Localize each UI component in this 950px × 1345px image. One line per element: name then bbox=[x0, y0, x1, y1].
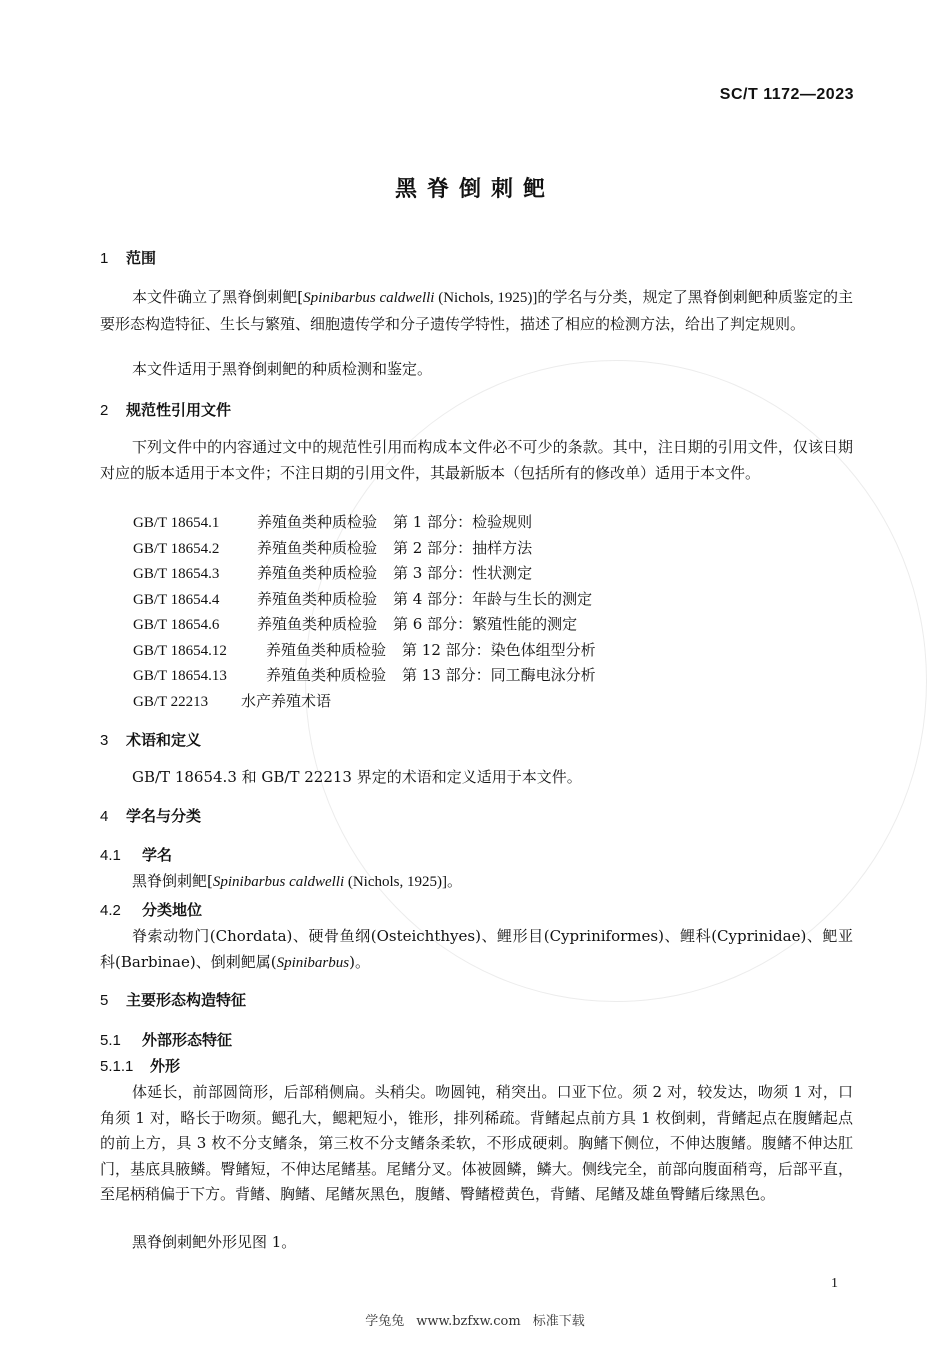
section-title: 分类地位 bbox=[142, 901, 203, 919]
scope-paragraph: 本文件确立了黑脊倒刺鲃[Spinibarbus caldwelli (Nichols, 1925)]的学名与分类，规定了黑脊倒刺鲃种质鉴定的主要形态构造特征、生长与繁殖、细胞遗传学和分子遗传学特性，描述了相应的检测方法，给出了判定规则。 bbox=[100, 288, 854, 333]
section-number: 4.1 bbox=[100, 847, 121, 864]
standard-code: SC/T 1172—2023 bbox=[719, 86, 854, 103]
reference-title: 养殖鱼类种质检验 bbox=[257, 538, 378, 557]
reference-part: 第 12 部分：染色体组型分析 bbox=[402, 640, 596, 659]
reference-title: 养殖鱼类种质检验 bbox=[266, 666, 387, 684]
section-number: 5.1.1 bbox=[100, 1058, 134, 1075]
latin-name: Spinibarbus caldwelli bbox=[303, 290, 435, 306]
reference-title: 养殖鱼类种质检验 bbox=[257, 513, 378, 531]
section-title: 学名 bbox=[142, 846, 173, 864]
section-4-heading bbox=[100, 805, 201, 826]
scientific-name-paragraph: 黑脊倒刺鲃[Spinibarbus caldwelli (Nichols, 1925)]。 bbox=[132, 872, 463, 890]
reference-item bbox=[133, 639, 596, 660]
section-number: 5 bbox=[100, 992, 109, 1009]
section-5-1-1-heading bbox=[100, 1055, 180, 1076]
reference-part: 第 4 部分：年龄与生长的测定 bbox=[393, 589, 593, 608]
reference-title: 养殖鱼类种质检验 bbox=[257, 615, 378, 633]
reference-code: GB/T 18654.12 bbox=[133, 642, 227, 659]
section-number: 4 bbox=[100, 808, 109, 825]
reference-part: 第 6 部分：繁殖性能的测定 bbox=[393, 615, 578, 633]
section-4-1-heading bbox=[100, 844, 172, 865]
section-5-1-heading bbox=[100, 1029, 232, 1050]
reference-item bbox=[133, 562, 532, 583]
reference-code: GB/T 18654.6 bbox=[133, 617, 220, 633]
figure-reference: 黑脊倒刺鲃外形见图 1。 bbox=[132, 1233, 297, 1251]
section-title: 外形 bbox=[150, 1057, 181, 1075]
section-title: 主要形态构造特征 bbox=[126, 991, 247, 1009]
references-intro: 下列文件中的内容通过文中的规范性引用而构成本文件必不可少的条款。其中，注日期的引用文件，仅该日期对应的版本适用于本文件；不注日期的引用文件，其最新版本（包括所有的修改单）适用于本文件。 bbox=[100, 438, 853, 482]
footer-site-name: 学兔兔 bbox=[365, 1314, 405, 1329]
section-5-heading bbox=[100, 989, 246, 1010]
appearance-paragraph: 体延长，前部圆筒形，后部稍侧扁。头稍尖。吻圆钝，稍突出。口亚下位。须 2 对，较发达，吻须 1 对，口角须 1 对，略长于吻须。鳃孔大，鳃耙短小，锥形，排列稀疏。背鳍起点前方具 1 枚倒刺，背鳍起点在腹鳍起点的前上方，具 3 枚不分支鳍条，第三枚不分支鳍条柔软，不形成硬刺。胸鳍下侧位，不伸达腹鳍。腹鳍不伸达肛门，基底具腋鳞。臀鳍短，不伸达尾鳍基。尾鳍分叉。体被圆鳞，鳞大。侧线完全，前部向腹面稍弯，后部平直，至尾柄稍偏于下方。背鳍、胸鳍、尾鳍灰黑色，腹鳍、臀鳍橙黄色，背鳍、尾鳍及雄鱼臀鳍后缘黑色。 bbox=[100, 1083, 853, 1203]
reference-title: 养殖鱼类种质检验 bbox=[257, 564, 378, 582]
reference-code: GB/T 22213 bbox=[133, 693, 209, 710]
reference-title: 水产养殖术语 bbox=[241, 691, 332, 710]
section-title: 学名与分类 bbox=[126, 807, 202, 825]
reference-item bbox=[133, 511, 532, 532]
page-number: 1 bbox=[831, 1276, 838, 1291]
section-title: 术语和定义 bbox=[126, 731, 202, 749]
reference-code: GB/T 18654.13 bbox=[133, 668, 227, 684]
latin-genus: Spinibarbus bbox=[276, 954, 350, 971]
section-number: 4.2 bbox=[100, 902, 121, 919]
reference-part: 第 3 部分：性状测定 bbox=[393, 564, 533, 582]
terms-paragraph: GB/T 18654.3 和 GB/T 22213 界定的术语和定义适用于本文件。 bbox=[132, 768, 582, 786]
reference-code: GB/T 18654.3 bbox=[133, 566, 220, 582]
footer-url[interactable]: www.bzfxw.com bbox=[416, 1314, 521, 1329]
section-number: 3 bbox=[100, 732, 109, 749]
reference-item bbox=[133, 664, 596, 685]
footer bbox=[0, 1310, 950, 1329]
reference-part: 第 2 部分：抽样方法 bbox=[393, 538, 533, 557]
section-1-heading bbox=[100, 247, 156, 268]
scope-applicability: 本文件适用于黑脊倒刺鲃的种质检测和鉴定。 bbox=[132, 360, 433, 378]
reference-item bbox=[133, 690, 331, 711]
reference-part: 第 1 部分：检验规则 bbox=[393, 513, 533, 531]
section-number: 1 bbox=[100, 250, 109, 267]
section-title: 规范性引用文件 bbox=[126, 401, 232, 419]
section-2-heading bbox=[100, 399, 231, 420]
reference-item bbox=[133, 537, 532, 558]
reference-code: GB/T 18654.1 bbox=[133, 515, 220, 531]
section-number: 2 bbox=[100, 402, 109, 419]
footer-tagline: 标准下载 bbox=[532, 1314, 585, 1329]
reference-item bbox=[133, 588, 592, 609]
latin-name: Spinibarbus caldwelli bbox=[212, 874, 345, 890]
section-3-heading bbox=[100, 729, 201, 750]
section-title: 范围 bbox=[126, 249, 157, 267]
classification-paragraph: 脊索动物门(Chordata)、硬骨鱼纲(Osteichthyes)、鲤形目(Cypriniformes)、鲤科(Cyprinidae)、鲃亚科(Barbinae)、倒刺鲃属(Spinibarbus)。 bbox=[100, 927, 853, 971]
reference-part: 第 13 部分：同工酶电泳分析 bbox=[402, 666, 596, 684]
reference-title: 养殖鱼类种质检验 bbox=[266, 640, 387, 659]
section-4-2-heading bbox=[100, 899, 202, 920]
reference-title: 养殖鱼类种质检验 bbox=[257, 589, 378, 608]
document-title: 黑脊倒刺鲃 bbox=[394, 177, 555, 202]
section-number: 5.1 bbox=[100, 1032, 121, 1049]
reference-item bbox=[133, 613, 577, 634]
section-title: 外部形态特征 bbox=[142, 1031, 233, 1049]
reference-code: GB/T 18654.4 bbox=[133, 591, 220, 608]
reference-code: GB/T 18654.2 bbox=[133, 540, 220, 557]
